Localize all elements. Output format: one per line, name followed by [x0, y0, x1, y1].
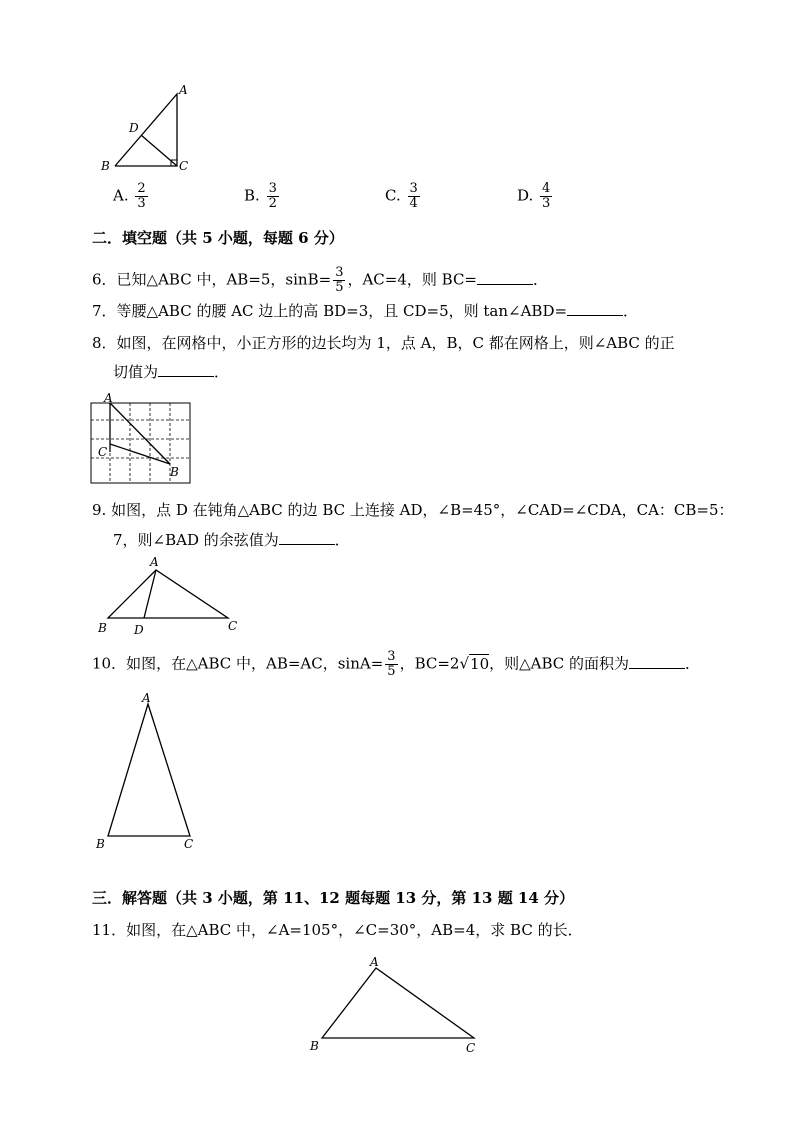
fig5-label-b: B — [101, 159, 110, 173]
q5-option-b — [244, 182, 281, 211]
q9-triangle-figure — [92, 554, 252, 638]
option-fraction: $\frac{4}{3}$ — [542, 181, 551, 211]
answer-blank[interactable] — [567, 301, 623, 316]
fig10-label-a: A — [142, 691, 151, 705]
q5-option-c — [385, 182, 422, 211]
option-letter: B. — [244, 186, 260, 205]
fig8-label-a: A — [104, 392, 113, 405]
fig10-label-c: C — [184, 837, 194, 851]
q11-triangle-figure — [306, 950, 486, 1060]
option-letter: C. — [385, 186, 401, 205]
q5-option-a — [113, 182, 150, 211]
q5-option-d — [517, 182, 554, 211]
q10-fraction: $\frac{3}{5}$ — [387, 649, 396, 679]
question-9-line-2: 7，则∠BAD 的余弦值为 ． — [113, 531, 350, 549]
fig11-label-a: A — [370, 955, 379, 969]
fig11-label-b: B — [310, 1039, 319, 1053]
q6-fraction: $\frac{3}{5}$ — [335, 265, 344, 295]
section-3-title: 三．解答题（共 3 小题，第 11、12 题每题 13 分，第 13 题 14 分） — [92, 889, 575, 907]
option-fraction: $\frac{3}{4}$ — [409, 181, 418, 211]
option-fraction: $\frac{2}{3}$ — [137, 181, 146, 211]
answer-blank[interactable] — [279, 530, 335, 545]
fig5-label-d: D — [129, 121, 139, 135]
fig9-label-c: C — [228, 619, 238, 633]
section-2-title: 二．填空题（共 5 小题，每题 6 分） — [92, 229, 344, 247]
option-letter: D. — [517, 186, 534, 205]
q10-triangle-figure — [92, 690, 212, 855]
answer-blank[interactable] — [629, 654, 685, 669]
option-letter: A. — [113, 186, 129, 205]
sqrt-sign: √ — [459, 654, 470, 673]
question-6: 6．已知△ABC 中，AB=5，sinB= $\frac{3}{5}$ ，AC=4，则 BC= ． — [92, 265, 549, 295]
fig11-label-c: C — [466, 1041, 476, 1055]
fig5-label-c: C — [179, 159, 189, 173]
question-9-line-1: 9. 如图，点 D 在钝角△ABC 的边 BC 上连接 AD，∠B=45°，∠CAD=∠CDA，CA：CB=5： — [92, 501, 734, 519]
fig9-label-a: A — [150, 555, 159, 569]
question-11: 11．如图，在△ABC 中，∠A=105°，∠C=30°，AB=4，求 BC 的长． — [92, 921, 583, 939]
answer-blank[interactable] — [477, 270, 533, 285]
q5-triangle-figure — [95, 80, 205, 180]
question-10: 10．如图，在△ABC 中，AB=AC，sinA= $\frac{3}{5}$ ，BC=2√10，则△ABC 的面积为 ． — [92, 649, 701, 679]
fig9-label-b: B — [98, 621, 107, 635]
sqrt-argument: 10 — [470, 654, 490, 673]
fig8-label-c: C — [98, 445, 108, 459]
option-fraction: $\frac{3}{2}$ — [268, 181, 277, 211]
answer-blank[interactable] — [158, 362, 214, 377]
question-8-line-1: 8．如图，在网格中，小正方形的边长均为 1，点 A，B，C 都在网格上，则∠ABC 的正 — [92, 334, 675, 352]
fig5-label-a: A — [179, 83, 188, 97]
q8-grid-figure — [88, 392, 196, 488]
fig10-label-b: B — [96, 837, 105, 851]
fig9-label-d: D — [134, 623, 144, 637]
question-8-line-2: 切值为 ． — [113, 363, 230, 381]
fig8-label-b: B — [170, 465, 179, 479]
question-7: 7．等腰△ABC 的腰 AC 边上的高 BD=3，且 CD=5，则 tan∠ABD= ． — [92, 302, 639, 320]
